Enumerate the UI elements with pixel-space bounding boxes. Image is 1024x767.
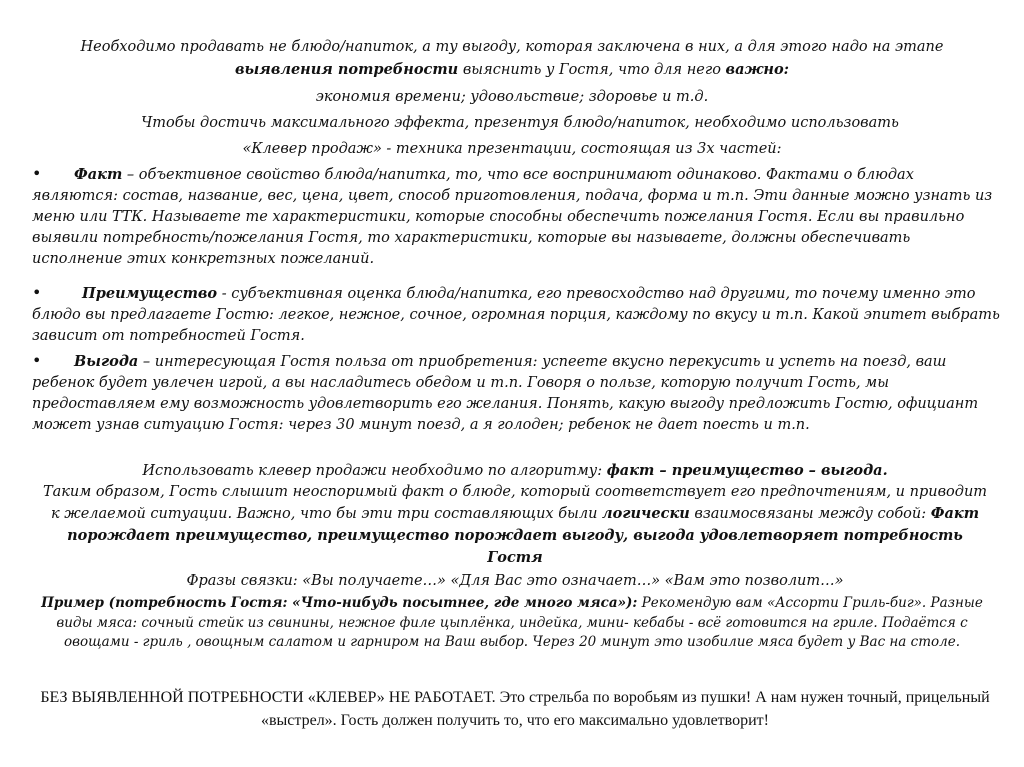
- algorithm-explanation-text: Таким образом, Гость слышит неоспоримый факт о блюде, который соответствует его предпочтениям, и приводит к желаемой ситуации. Важно, что бы эти три составляющих были: [42, 484, 988, 522]
- final-statement: [20, 686, 1010, 732]
- bullet-fact-symbol: •: [32, 164, 42, 183]
- algorithm-text: Использовать клевер продажи необходимо по алгоритму:: [142, 463, 607, 479]
- example-block: [30, 594, 994, 653]
- intro-line-2: [0, 61, 1024, 79]
- intro-line-4: Чтобы достичь максимального эффекта, презентуя блюдо/напиток, необходимо использовать: [141, 115, 899, 131]
- algorithm-line: [40, 460, 990, 482]
- advantage-text: - субъективная оценка блюда/напитка, его превосходство над другими, то почему именно это блюдо вы предлагаете Гостю: легкое, нежное, сочное, огромная порция, каждому по вкусу и т.п. Какой эпитет выбрать зависит от потребностей Гостя.: [32, 286, 1000, 344]
- bullet-advantage-symbol: •: [32, 283, 42, 302]
- bullet-benefit: [32, 351, 1000, 436]
- algorithm-logically: логически: [602, 505, 690, 522]
- intro-line-2-text: выяснить у Гостя, что для него: [458, 62, 726, 78]
- bullet-advantage: [32, 283, 1000, 347]
- benefit-term: Выгода: [74, 353, 139, 370]
- fact-text: – объективное свойство блюда/напитка, то, что все воспринимают одинаково. Фактами о блюдах являются: состав, название, вес, цена, цвет, способ приготовления, подача, форма и т.п. Эти данные можно узнать из меню или ТТК. Называете те характеристики, которые способны обеспечить пожелания Гостя. Если вы правильно выявили потребность/пожелания Гостя, то характеристики, которые вы называете, должны обеспечивать исполнение этих конкретзных пожеланий.: [32, 167, 993, 267]
- algorithm-explanation-rest: взаимосвязаны между собой:: [689, 506, 931, 522]
- final-caps: БЕЗ ВЫЯВЛЕННОЙ ПОТРЕБНОСТИ «КЛЕВЕР» НЕ РАБОТАЕТ: [40, 689, 492, 706]
- bullet-fact: [32, 164, 1000, 270]
- intro-line-3: экономия времени; удовольствие; здоровье и т.д.: [315, 89, 709, 105]
- linking-phrases: Фразы связки: «Вы получаете…» «Для Вас это означает…» «Вам это позволит…»: [186, 573, 844, 589]
- intro-bold-important: важно:: [725, 61, 789, 78]
- example-text: Рекомендую вам «Ассорти Гриль-биг». Разные виды мяса: сочный стейк из свинины, нежное филе цыплёнка, индейка, мини- кебабы - всё готовится на гриле. Подаётся с овощами - гриль , овощным салатом и гарниром на Ваш выбор. Через 20 минут это изобилие мяса будет у Вас на столе.: [56, 595, 983, 650]
- intro-line-1: Необходимо продавать не блюдо/напиток, а ту выгоду, которая заключена в них, а для этого надо на этапе: [80, 39, 944, 55]
- fact-term: Факт: [74, 166, 123, 183]
- intro-bold-need: выявления потребности: [235, 61, 459, 78]
- algorithm-sequence: факт – преимущество – выгода.: [606, 462, 888, 479]
- intro-line-5: «Клевер продаж» - техника презентации, состоящая из 3х частей:: [242, 141, 782, 157]
- example-title: Пример (потребность Гостя: «Что-нибудь посытнее, где много мяса»):: [41, 595, 638, 611]
- algorithm-explanation: [40, 482, 990, 569]
- algorithm-chain: Факт порождает преимущество, преимущество порождает выгоду, выгода удовлетворяет потребность Гостя: [67, 505, 980, 566]
- advantage-term: Преимущество: [82, 285, 218, 302]
- final-text: . Это стрельба по воробьям из пушки! А нам нужен точный, прицельный «выстрел». Гость должен получить то, что его максимально удовлетворит!: [261, 689, 990, 729]
- benefit-text: – интересующая Гостя польза от приобретения: успеете вкусно перекусить и успеть на поезд, ваш ребенок будет увлечен игрой, а вы насладитесь обедом и т.п. Говоря о пользе, которую получит Гость, мы предоставляем ему возможность удовлетворить его желания. Понять, какую выгоду предложить Гостю, официант может узнав ситуацию Гостя: через 30 минут поезд, а я голоден; ребенок не дает поесть и т.п.: [32, 354, 979, 433]
- bullet-benefit-symbol: •: [32, 351, 42, 370]
